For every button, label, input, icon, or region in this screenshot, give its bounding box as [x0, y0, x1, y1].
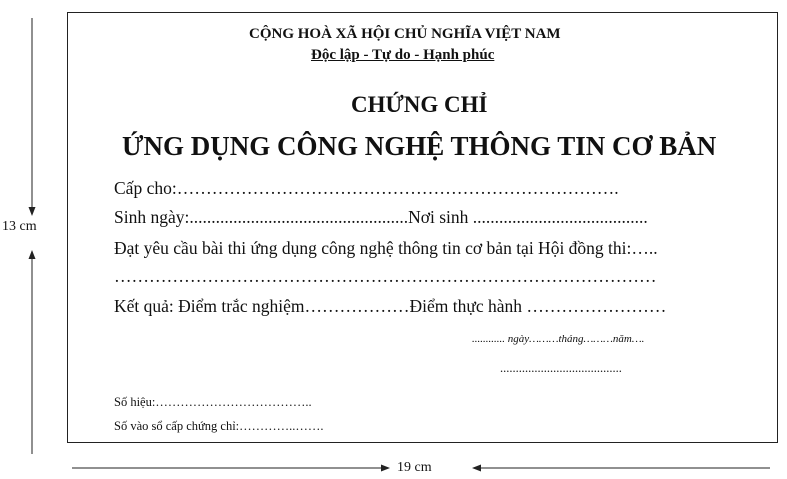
motto: Độc lập - Tự do - Hạnh phúc	[311, 47, 495, 63]
register-number-field: Số vào sổ cấp chứng chỉ:…………..…….	[114, 419, 324, 433]
height-dimension-arrows	[20, 16, 44, 460]
signature-line: .......................................	[500, 361, 622, 375]
requirement-field: Đạt yêu cầu bài thi ứng dụng công nghệ thông tin cơ bản tại Hội đồng thi:…..	[114, 238, 658, 258]
height-label: 13 cm	[2, 219, 37, 234]
requirement-continuation: …………………………………………………………………………………	[114, 266, 657, 286]
date-line: ............ ngày………tháng………năm….	[472, 333, 645, 345]
width-label: 19 cm	[397, 460, 432, 475]
result-field: Kết quả: Điểm trắc nghiệm………………Điểm thực hành ……………………	[114, 296, 667, 316]
serial-number-field: Số hiệu:………………………………..	[114, 395, 312, 409]
certificate-subtitle: ỨNG DỤNG CÔNG NGHỆ THÔNG TIN CƠ BẢN	[122, 131, 717, 161]
nation-header: CỘNG HOÀ XÃ HỘI CHỦ NGHĨA VIỆT NAM	[249, 26, 561, 42]
issued-to-field: Cấp cho:………………………………………………………………….	[114, 178, 619, 198]
dob-pob-field: Sinh ngày:..................................................Nơi sinh ........................................	[114, 207, 648, 227]
certificate-title: CHỨNG CHỈ	[351, 92, 488, 117]
